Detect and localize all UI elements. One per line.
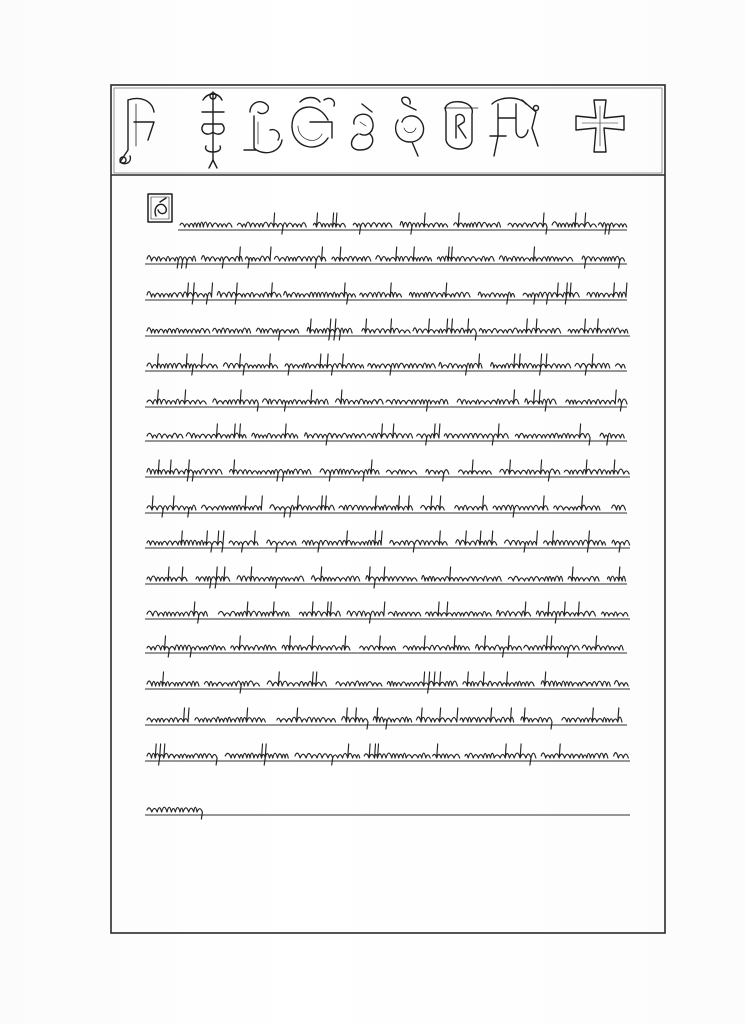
headpiece <box>120 92 624 168</box>
ornate-initial-icon <box>444 102 478 149</box>
ornate-initial-icon <box>490 98 539 156</box>
handwritten-line <box>147 390 627 411</box>
cross-icon <box>576 100 624 152</box>
ornate-initial-icon <box>292 98 334 148</box>
handwritten-line <box>147 319 628 340</box>
handwritten-line <box>147 531 630 552</box>
illuminated-initial-icon <box>148 194 172 222</box>
ornate-initial-icon <box>396 97 424 156</box>
handwritten-line <box>147 460 629 481</box>
ornate-initial-icon <box>202 92 224 168</box>
headpiece-frame <box>114 88 662 173</box>
handwritten-line <box>147 636 623 657</box>
ruled-lines <box>145 230 630 815</box>
handwritten-line <box>147 283 627 304</box>
handwritten-line <box>147 744 628 765</box>
handwritten-text <box>147 213 630 819</box>
handwritten-line <box>147 247 625 268</box>
handwritten-line <box>147 354 625 375</box>
handwritten-line <box>147 807 202 819</box>
handwritten-line <box>147 496 625 517</box>
handwritten-line <box>147 424 624 445</box>
handwritten-line <box>147 708 622 729</box>
handwritten-line <box>180 213 627 234</box>
ornate-initial-icon <box>352 104 374 150</box>
handwritten-line <box>147 567 625 588</box>
handwritten-line <box>147 602 628 623</box>
ornate-initial-icon <box>244 102 282 153</box>
ornate-initial-icon <box>120 99 154 164</box>
handwritten-line <box>147 672 628 693</box>
